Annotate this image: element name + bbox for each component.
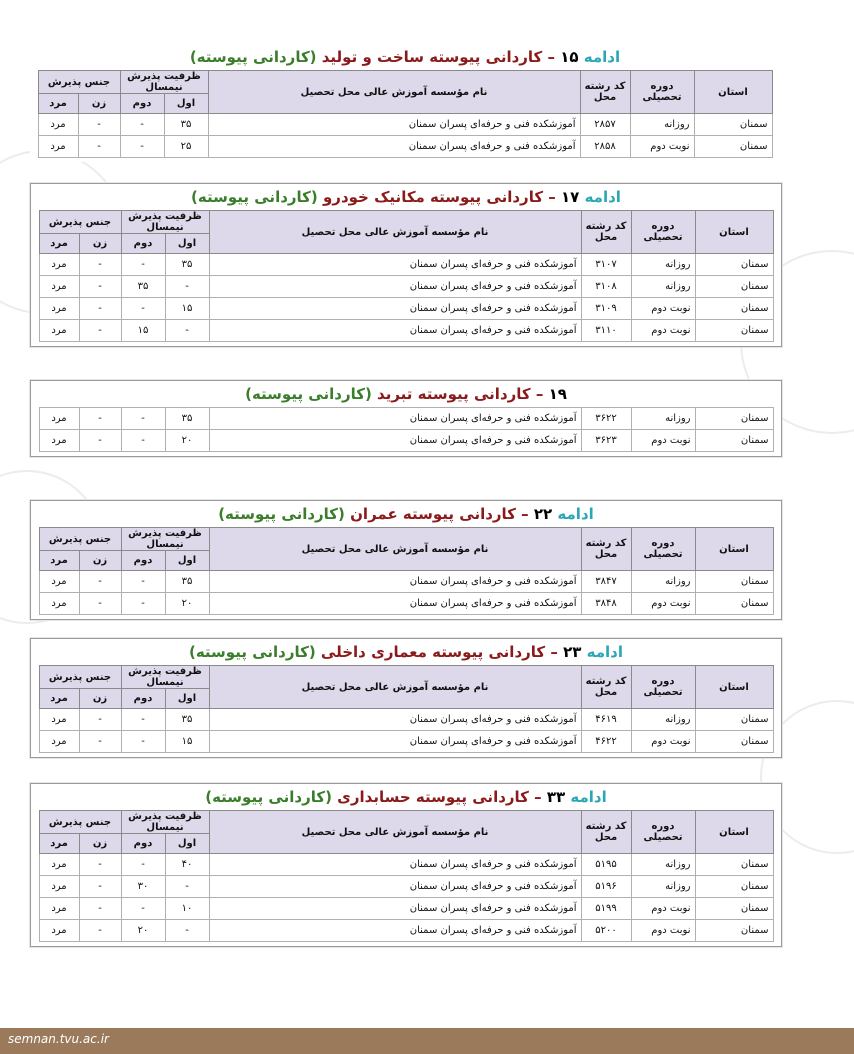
cell-female: - (79, 920, 121, 942)
cell-institute: آموزشکده فنی و حرفه‌ای پسران سمنان (209, 276, 581, 298)
title-continued: ادامه (570, 788, 607, 806)
header-institute: نام مؤسسه آموزش عالی محل تحصیل (208, 71, 580, 114)
cell-term: نوبت دوم (630, 136, 694, 158)
cell-female: - (79, 593, 121, 615)
section-2 (30, 183, 782, 347)
cell-term: روزانه (631, 709, 695, 731)
header-code: کد رشته محل (581, 211, 631, 254)
header-province: استان (694, 71, 772, 114)
cell-institute: آموزشکده فنی و حرفه‌ای پسران سمنان (209, 920, 581, 942)
cell-institute: آموزشکده فنی و حرفه‌ای پسران سمنان (209, 430, 581, 452)
header-first: اول (164, 94, 208, 114)
cell-first: - (165, 320, 209, 342)
cell-male: مرد (39, 298, 79, 320)
cell-second: - (121, 408, 165, 430)
cell-term: نوبت دوم (631, 298, 695, 320)
title-field: – کاردانی پیوسته مکانیک خودرو (322, 188, 556, 206)
cell-second: ۳۵ (121, 276, 165, 298)
cell-first: ۳۵ (165, 571, 209, 593)
cell-code: ۳۱۰۷ (581, 254, 631, 276)
section-title (30, 46, 780, 68)
cell-male: مرد (39, 898, 79, 920)
cell-code: ۴۶۲۲ (581, 731, 631, 753)
cell-institute: آموزشکده فنی و حرفه‌ای پسران سمنان (209, 320, 581, 342)
header-term: دوره تحصیلی (631, 666, 695, 709)
cell-first: ۴۰ (165, 854, 209, 876)
title-tag: (کاردانی پیوسته) (218, 505, 345, 523)
header-capacity: ظرفیت پذیرش نیمسال (121, 811, 209, 834)
header-gender: جنس پذیرش (39, 811, 121, 834)
cell-institute: آموزشکده فنی و حرفه‌ای پسران سمنان (209, 298, 581, 320)
cell-second: - (121, 254, 165, 276)
admission-table (39, 407, 774, 452)
cell-second: - (120, 114, 164, 136)
cell-first: ۲۰ (165, 430, 209, 452)
header-female: زن (78, 94, 120, 114)
header-gender: جنس پذیرش (39, 528, 121, 551)
cell-second: - (121, 571, 165, 593)
cell-term: نوبت دوم (631, 593, 695, 615)
cell-female: - (78, 136, 120, 158)
cell-first: - (165, 276, 209, 298)
cell-code: ۵۱۹۹ (581, 898, 631, 920)
cell-female: - (79, 876, 121, 898)
cell-province: سمنان (695, 876, 773, 898)
section-3 (30, 380, 782, 457)
table-row (38, 114, 772, 136)
cell-male: مرد (39, 709, 79, 731)
cell-second: - (121, 430, 165, 452)
title-number: ۱۷ (561, 188, 580, 206)
header-second: دوم (121, 234, 165, 254)
table-row (39, 731, 773, 753)
cell-female: - (79, 298, 121, 320)
header-male: مرد (39, 551, 79, 571)
table-row (39, 593, 773, 615)
header-capacity: ظرفیت پذیرش نیمسال (121, 528, 209, 551)
section-title (31, 383, 781, 405)
header-capacity: ظرفیت پذیرش نیمسال (121, 211, 209, 234)
table-row (39, 408, 773, 430)
table-row (39, 898, 773, 920)
header-first: اول (165, 689, 209, 709)
cell-code: ۵۱۹۵ (581, 854, 631, 876)
cell-first: ۲۵ (164, 136, 208, 158)
cell-code: ۳۱۰۸ (581, 276, 631, 298)
cell-institute: آموزشکده فنی و حرفه‌ای پسران سمنان (209, 254, 581, 276)
header-capacity: ظرفیت پذیرش نیمسال (120, 71, 208, 94)
section-title (31, 641, 781, 663)
cell-institute: آموزشکده فنی و حرفه‌ای پسران سمنان (209, 593, 581, 615)
cell-second: - (121, 298, 165, 320)
cell-province: سمنان (695, 920, 773, 942)
cell-female: - (79, 571, 121, 593)
cell-term: نوبت دوم (631, 320, 695, 342)
cell-province: سمنان (695, 854, 773, 876)
cell-male: مرد (39, 876, 79, 898)
section-6 (30, 783, 782, 947)
header-province: استان (695, 211, 773, 254)
cell-female: - (79, 731, 121, 753)
cell-second: - (121, 854, 165, 876)
cell-province: سمنان (695, 709, 773, 731)
footer-url[interactable]: semnan.tvu.ac.ir (8, 1032, 109, 1046)
cell-province: سمنان (695, 731, 773, 753)
cell-male: مرد (39, 593, 79, 615)
cell-code: ۲۸۵۸ (580, 136, 630, 158)
section-1 (30, 44, 780, 162)
cell-second: - (121, 731, 165, 753)
header-province: استان (695, 528, 773, 571)
header-second: دوم (121, 834, 165, 854)
admission-table (38, 70, 773, 158)
cell-institute: آموزشکده فنی و حرفه‌ای پسران سمنان (208, 136, 580, 158)
header-gender: جنس پذیرش (39, 211, 121, 234)
header-term: دوره تحصیلی (631, 811, 695, 854)
title-field: – کاردانی پیوسته ساخت و تولید (321, 48, 555, 66)
cell-term: نوبت دوم (631, 920, 695, 942)
title-tag: (کاردانی پیوسته) (205, 788, 332, 806)
admission-table (39, 210, 774, 342)
cell-male: مرد (39, 920, 79, 942)
cell-female: - (79, 430, 121, 452)
header-code: کد رشته محل (580, 71, 630, 114)
cell-female: - (78, 114, 120, 136)
cell-male: مرد (38, 114, 78, 136)
cell-male: مرد (39, 854, 79, 876)
table-row (38, 136, 772, 158)
cell-male: مرد (39, 276, 79, 298)
cell-institute: آموزشکده فنی و حرفه‌ای پسران سمنان (209, 876, 581, 898)
cell-term: نوبت دوم (631, 430, 695, 452)
cell-second: - (121, 709, 165, 731)
header-code: کد رشته محل (581, 666, 631, 709)
footer-bar (0, 1028, 854, 1054)
header-male: مرد (38, 94, 78, 114)
cell-province: سمنان (695, 320, 773, 342)
cell-province: سمنان (695, 593, 773, 615)
header-second: دوم (121, 689, 165, 709)
cell-code: ۳۶۲۲ (581, 408, 631, 430)
cell-province: سمنان (695, 298, 773, 320)
cell-term: روزانه (631, 254, 695, 276)
section-4 (30, 500, 782, 620)
cell-second: ۳۰ (121, 876, 165, 898)
header-term: دوره تحصیلی (631, 211, 695, 254)
header-male: مرد (39, 234, 79, 254)
header-code: کد رشته محل (581, 811, 631, 854)
cell-code: ۳۸۴۸ (581, 593, 631, 615)
header-gender: جنس پذیرش (39, 666, 121, 689)
cell-province: سمنان (695, 430, 773, 452)
header-gender: جنس پذیرش (38, 71, 120, 94)
header-second: دوم (121, 551, 165, 571)
cell-second: ۲۰ (121, 920, 165, 942)
cell-female: - (79, 276, 121, 298)
cell-first: ۱۰ (165, 898, 209, 920)
title-field: – کاردانی پیوسته حسابداری (337, 788, 542, 806)
table-row (39, 876, 773, 898)
header-first: اول (165, 234, 209, 254)
cell-first: - (165, 920, 209, 942)
table-row (39, 430, 773, 452)
cell-first: ۳۵ (164, 114, 208, 136)
admission-table (39, 810, 774, 942)
cell-male: مرد (39, 320, 79, 342)
section-title (31, 503, 781, 525)
cell-code: ۴۶۱۹ (581, 709, 631, 731)
header-institute: نام مؤسسه آموزش عالی محل تحصیل (209, 666, 581, 709)
cell-term: نوبت دوم (631, 898, 695, 920)
title-tag: (کاردانی پیوسته) (189, 48, 317, 66)
title-number: ۱۹ (548, 385, 567, 403)
table-row (39, 571, 773, 593)
cell-male: مرد (39, 731, 79, 753)
header-female: زن (79, 834, 121, 854)
cell-term: روزانه (631, 876, 695, 898)
header-province: استان (695, 666, 773, 709)
title-field: – کاردانی پیوسته معماری داخلی (320, 643, 558, 661)
title-number: ۳۳ (546, 788, 566, 806)
table-row (39, 320, 773, 342)
cell-institute: آموزشکده فنی و حرفه‌ای پسران سمنان (208, 114, 580, 136)
header-term: دوره تحصیلی (631, 528, 695, 571)
table-row (39, 298, 773, 320)
cell-province: سمنان (694, 136, 772, 158)
cell-first: ۳۵ (165, 408, 209, 430)
cell-institute: آموزشکده فنی و حرفه‌ای پسران سمنان (209, 898, 581, 920)
header-female: زن (79, 551, 121, 571)
header-institute: نام مؤسسه آموزش عالی محل تحصیل (209, 528, 581, 571)
header-female: زن (79, 689, 121, 709)
title-continued: ادامه (557, 505, 594, 523)
header-first: اول (165, 834, 209, 854)
cell-female: - (79, 254, 121, 276)
cell-code: ۳۱۱۰ (581, 320, 631, 342)
cell-province: سمنان (694, 114, 772, 136)
cell-female: - (79, 709, 121, 731)
cell-male: مرد (39, 254, 79, 276)
table-row (39, 254, 773, 276)
header-female: زن (79, 234, 121, 254)
title-continued: ادامه (584, 188, 621, 206)
header-institute: نام مؤسسه آموزش عالی محل تحصیل (209, 811, 581, 854)
cell-second: - (121, 898, 165, 920)
header-term: دوره تحصیلی (630, 71, 694, 114)
cell-first: - (165, 876, 209, 898)
title-tag: (کاردانی پیوسته) (188, 643, 316, 661)
cell-male: مرد (39, 408, 79, 430)
title-number: ۱۵ (560, 48, 579, 66)
cell-code: ۳۸۴۷ (581, 571, 631, 593)
header-province: استان (695, 811, 773, 854)
title-number: ۲۲ (533, 505, 553, 523)
header-code: کد رشته محل (581, 528, 631, 571)
cell-institute: آموزشکده فنی و حرفه‌ای پسران سمنان (209, 709, 581, 731)
title-continued: ادامه (583, 48, 621, 66)
cell-term: روزانه (631, 408, 695, 430)
cell-province: سمنان (695, 276, 773, 298)
cell-province: سمنان (695, 254, 773, 276)
cell-institute: آموزشکده فنی و حرفه‌ای پسران سمنان (209, 571, 581, 593)
header-second: دوم (120, 94, 164, 114)
cell-female: - (79, 408, 121, 430)
cell-first: ۳۵ (165, 254, 209, 276)
cell-term: نوبت دوم (631, 731, 695, 753)
cell-province: سمنان (695, 571, 773, 593)
title-continued: ادامه (586, 643, 624, 661)
cell-code: ۵۱۹۶ (581, 876, 631, 898)
cell-institute: آموزشکده فنی و حرفه‌ای پسران سمنان (209, 731, 581, 753)
table-row (39, 920, 773, 942)
header-capacity: ظرفیت پذیرش نیمسال (121, 666, 209, 689)
header-male: مرد (39, 689, 79, 709)
cell-term: روزانه (631, 571, 695, 593)
cell-female: - (79, 898, 121, 920)
cell-female: - (79, 320, 121, 342)
table-row (39, 854, 773, 876)
header-male: مرد (39, 834, 79, 854)
cell-province: سمنان (695, 408, 773, 430)
section-title (31, 186, 781, 208)
cell-code: ۳۶۲۳ (581, 430, 631, 452)
cell-code: ۵۲۰۰ (581, 920, 631, 942)
cell-female: - (79, 854, 121, 876)
cell-first: ۲۰ (165, 593, 209, 615)
cell-second: ۱۵ (121, 320, 165, 342)
cell-second: - (121, 593, 165, 615)
cell-institute: آموزشکده فنی و حرفه‌ای پسران سمنان (209, 408, 581, 430)
cell-code: ۳۱۰۹ (581, 298, 631, 320)
cell-term: روزانه (630, 114, 694, 136)
cell-first: ۳۵ (165, 709, 209, 731)
cell-male: مرد (39, 430, 79, 452)
table-row (39, 709, 773, 731)
cell-code: ۲۸۵۷ (580, 114, 630, 136)
section-title (31, 786, 781, 808)
cell-male: مرد (39, 571, 79, 593)
admission-table (39, 527, 774, 615)
cell-institute: آموزشکده فنی و حرفه‌ای پسران سمنان (209, 854, 581, 876)
header-institute: نام مؤسسه آموزش عالی محل تحصیل (209, 211, 581, 254)
title-number: ۲۳ (563, 643, 582, 661)
table-row (39, 276, 773, 298)
title-tag: (کاردانی پیوسته) (245, 385, 372, 403)
section-5 (30, 638, 782, 758)
admission-table (39, 665, 774, 753)
title-tag: (کاردانی پیوسته) (191, 188, 318, 206)
cell-male: مرد (38, 136, 78, 158)
cell-second: - (120, 136, 164, 158)
header-first: اول (165, 551, 209, 571)
cell-term: روزانه (631, 854, 695, 876)
title-field: – کاردانی پیوسته عمران (350, 505, 529, 523)
cell-first: ۱۵ (165, 731, 209, 753)
cell-term: روزانه (631, 276, 695, 298)
cell-first: ۱۵ (165, 298, 209, 320)
cell-province: سمنان (695, 898, 773, 920)
title-field: – کاردانی پیوسته تبرید (377, 385, 544, 403)
